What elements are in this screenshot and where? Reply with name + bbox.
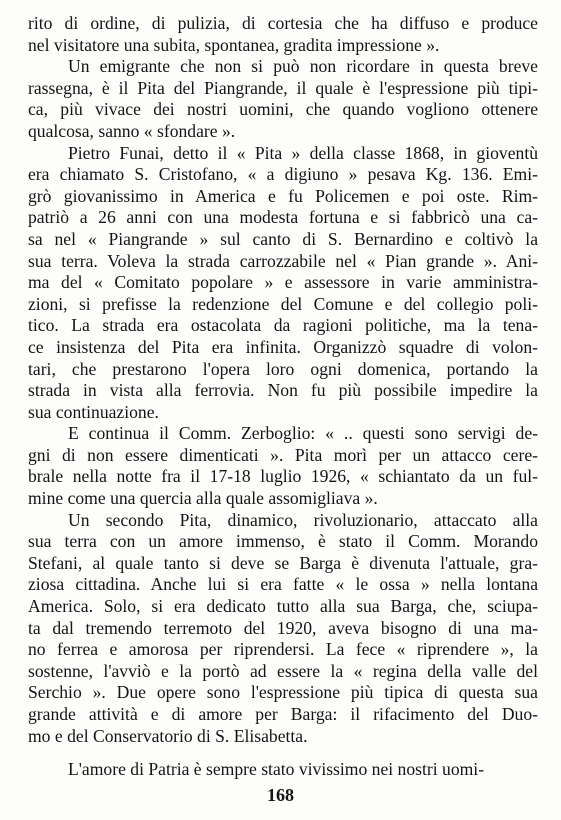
text-line: gni di non essere dimenticati ». Pita morì per un attacco cere-	[28, 444, 538, 465]
text-line: era chiamato S. Cristofano, « a digiuno » pesava Kg. 136. Emi-	[28, 164, 538, 185]
text-line: mo e del Conservatorio di S. Elisabetta.	[28, 725, 308, 746]
text-line: grò giovanissimo in America e fu Policemen e poi oste. Rim-	[28, 185, 538, 206]
page-number: 168	[267, 785, 294, 805]
text-line: patriò a 26 anni con una modesta fortuna e si fabbricò una ca-	[28, 207, 538, 228]
text-line: grande attività e di amore per Barga: il rifacimento del Duo-	[28, 704, 538, 724]
text-line: tari, che prestarono l'opera loro ogni domenica, portando la	[28, 358, 538, 379]
paragraph	[28, 759, 538, 781]
paragraph	[28, 510, 538, 748]
text-line: Pietro Funai, detto il « Pita » della classe 1868, in gioventù	[68, 142, 538, 163]
text-line: sostenne, l'avviò e la portò ad essere la « regina della valle del	[28, 660, 538, 681]
text-line: ce insistenza del Pita era infinita. Organizzò squadre di volon-	[28, 336, 538, 357]
paragraph-gap	[28, 747, 538, 759]
paragraph	[28, 423, 538, 509]
text-line: tico. La strada era ostacolata da ragioni politiche, ma la tena-	[28, 315, 538, 336]
text-line: rassegna, è il Pita del Piangrande, il quale è l'espressione più tipi-	[28, 77, 538, 98]
text-line: strada in vista alla ferrovia. Non fu più possibile impedire la	[28, 380, 538, 401]
body-text	[28, 13, 538, 781]
text-line: brale nella notte fra il 17-18 luglio 1926, « schiantato da un ful-	[28, 466, 538, 487]
text-line: sua terra. Voleva la strada carrozzabile nel « Pian grande ». Ani-	[28, 250, 538, 271]
text-line: Un secondo Pita, dinamico, rivoluzionario, attaccato alla	[68, 509, 538, 530]
text-line: zioni, si prefisse la redenzione del Comune e del collegio poli-	[28, 293, 538, 314]
text-line: ta dal tremendo terremoto del 1920, aveva bisogno di una ma-	[28, 617, 538, 638]
text-line: E continua il Comm. Zerboglio: « .. questi sono servigi de-	[68, 423, 538, 444]
text-line: Serchio ». Due opere sono l'espressione più tipica di questa sua	[28, 682, 538, 703]
text-line: ca, più vivace dei nostri uomini, che quando vogliono ottenere	[28, 99, 538, 120]
text-line: Un emigrante che non si può non ricordare in questa breve	[68, 56, 538, 77]
text-line: L'amore di Patria è sempre stato vivissimo nei nostri uomi-	[68, 759, 485, 780]
paragraph	[28, 13, 538, 56]
paragraph	[28, 143, 538, 424]
text-line: rito di ordine, di pulizia, di cortesia che ha diffuso e produce	[28, 13, 538, 33]
text-line: qualcosa, sanno « sfondare ».	[28, 120, 236, 141]
text-line: ma del « Comitato popolare » e assessore in varie amministra-	[28, 272, 538, 293]
text-line: no ferrea e amorosa per riprendersi. La fece « riprendere », la	[28, 639, 538, 660]
text-line: Stefani, al quale tanto si deve se Barga è divenuta l'attuale, gra-	[28, 552, 538, 573]
text-line: America. Solo, si era dedicato tutto alla sua Barga, che, sciupa-	[28, 596, 538, 617]
text-line: ziosa cittadina. Anche lui si era fatte « le ossa » nella lontana	[28, 574, 538, 595]
text-line: mine come una quercia alla quale assomigliava ».	[28, 488, 378, 509]
paragraph	[28, 56, 538, 142]
text-line: sa nel « Piangrande » sul canto di S. Bernardino e coltivò la	[28, 228, 538, 249]
text-line: sua terra con un amore immenso, è stato il Comm. Morando	[28, 531, 538, 552]
text-line: nel visitatore una subita, spontanea, gradita impressione ».	[28, 34, 440, 55]
text-line: sua continuazione.	[28, 401, 159, 422]
